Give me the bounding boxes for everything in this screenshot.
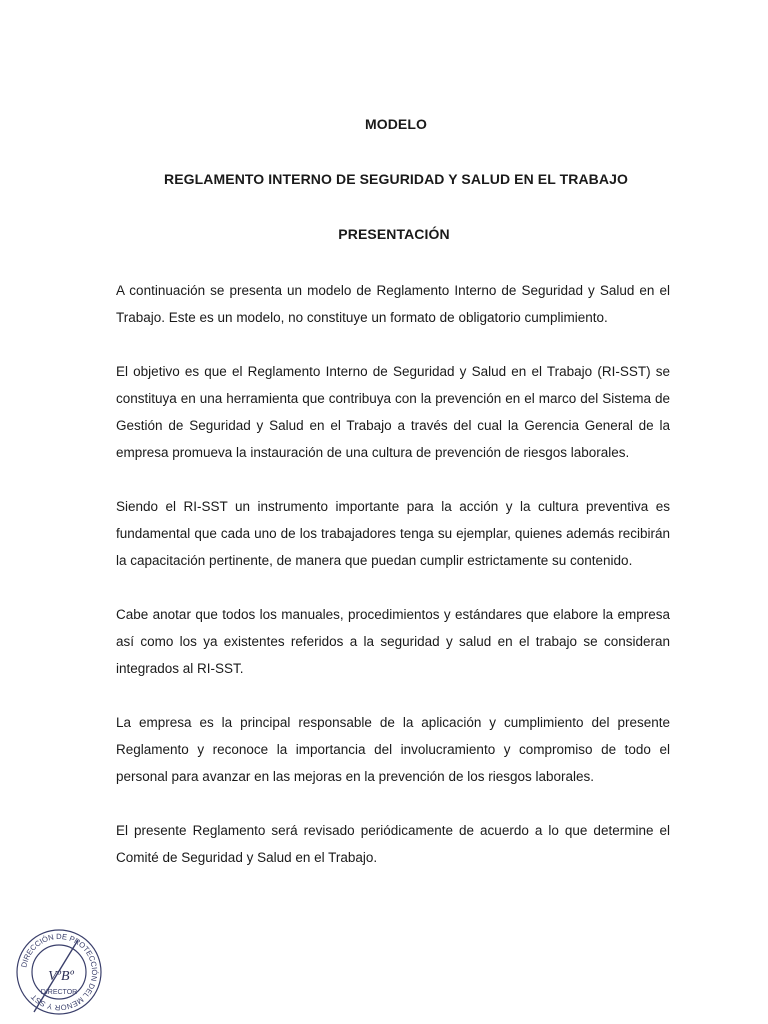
doc-heading-reglamento: REGLAMENTO INTERNO DE SEGURIDAD Y SALUD EN EL TRABAJO (164, 171, 628, 187)
paragraph-revision: El presente Reglamento será revisado periódicamente de acuerdo a lo que determine el Comité de Seguridad y Salud en el Trabajo. (116, 823, 670, 865)
seal-mark: VºBº (48, 969, 74, 984)
paragraph-intro: A continuación se presenta un modelo de Reglamento Interno de Seguridad y Salud en el Trabajo. Este es un modelo, no constituye un formato de obligatorio cumplimiento. (116, 283, 670, 325)
official-seal-stamp (14, 920, 104, 1024)
paragraph-responsable: La empresa es la principal responsable de la aplicación y cumplimiento del presente Reglamento y reconoce la importancia del involucramiento y compromiso de todo el personal para avanzar en las mejoras en la prevención de los riesgos laborales. (116, 715, 670, 784)
doc-heading-modelo: MODELO (364, 116, 428, 132)
paragraph-manuales: Cabe anotar que todos los manuales, procedimientos y estándares que elabore la empresa así como los ya existentes referidos a la seguridad y salud en el trabajo se consideran integrados al RI-SST. (116, 607, 670, 676)
paragraph-objetivo: El objetivo es que el Reglamento Interno de Seguridad y Salud en el Trabajo (RI-SST) se constituya en una herramienta que contribuya con la prevención en el marco del Sistema de Gestión de Seguridad y Salud en el Trabajo a través del cual la Gerencia General de la empresa promueva la instauración de una cultura de prevención de riesgos laborales. (116, 364, 670, 460)
seal-inner-text: DIRECTOR (40, 989, 78, 996)
paragraph-ejemplar: Siendo el RI-SST un instrumento importante para la acción y la cultura preventiva es fundamental que cada uno de los trabajadores tenga su ejemplar, quienes además recibirán la capacitación pertinente, de manera que puedan cumplir estrictamente su contenido. (116, 499, 670, 568)
seal-outer-text: DIRECCIÓN DE PROTECCIÓN DEL MENOR Y SST (19, 931, 100, 1013)
doc-heading-presentacion: PRESENTACIÓN (338, 226, 450, 242)
body-text (116, 277, 670, 871)
